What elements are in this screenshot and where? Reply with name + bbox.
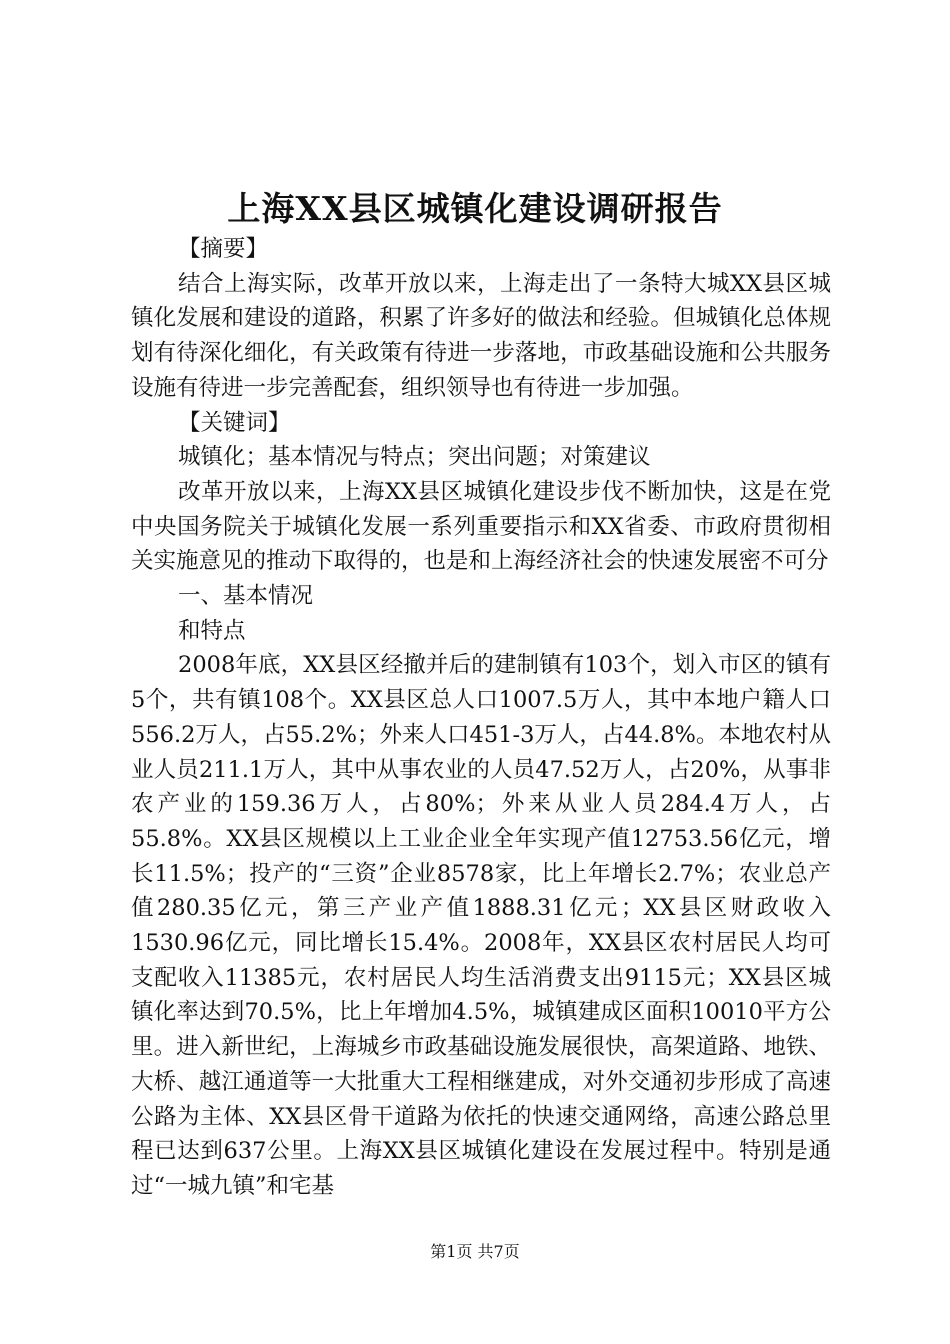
intro-paragraph: 改革开放以来，上海XX县区城镇化建设步伐不断加快，这是在党中央国务院关于城镇化发展一系列重要指示和XX省委、市政府贯彻相关实施意见的推动下取得的，也是和上海经济社会的快速发展密不可分: [131, 478, 831, 575]
keywords-heading: 【关键词】: [178, 409, 291, 436]
document-body: [131, 232, 831, 1204]
page-footer: 第1页 共7页: [430, 1242, 520, 1261]
body-paragraph: 2008年底，XX县区经撤并后的建制镇有103个，划入市区的镇有5个，共有镇108个。XX县区总人口1007.5万人，其中本地户籍人口556.2万人，占55.2%；外来人口451-3万人，占44.8%。本地农村从业人员211.1万人，其中从事农业的人员47.52万人，占20%，从事非农产业的159.36万人，占80%；外来从业人员284.4万人，占55.8%。XX县区规模以上工业企业全年实现产值12753.56亿元，增长11.5%；投产的“三资”企业8578家，比上年增长2.7%；农业总产值280.35亿元，第三产业产值1888.31亿元；XX县区财政收入1530.96亿元，同比增长15.4%。2008年，XX县区农村居民人均可支配收入11385元，农村居民人均生活消费支出9115元；XX县区城镇化率达到70.5%，比上年增加4.5%，城镇建成区面积10010平方公里。进入新世纪，上海城乡市政基础设施发展很快，高架道路、地铁、大桥、越江通道等一大批重大工程相继建成，对外交通初步形成了高速公路为主体、XX县区骨干道路为依托的快速交通网络，高速公路总里程已达到637公里。上海XX县区城镇化建设在发展过程中。特别是通过“一城九镇”和宅基: [131, 652, 831, 1199]
abstract-heading: 【摘要】: [178, 236, 269, 262]
section-heading-1: 一、基本情况: [178, 583, 314, 610]
abstract-paragraph: 结合上海实际，改革开放以来，上海走出了一条特大城XX县区城镇化发展和建设的道路，积累了许多好的做法和经验。但城镇化总体规划有待深化细化，有关政策有待进一步落地，市政基础设施和公共服务设施有待进一步完善配套，组织领导也有待进一步加强。: [131, 270, 831, 401]
keywords-paragraph: 城镇化；基本情况与特点；突出问题；对策建议: [178, 444, 651, 471]
section-heading-1-continued: 和特点: [178, 617, 246, 644]
document-title: 上海XX县区城镇化建设调研报告: [227, 189, 723, 228]
